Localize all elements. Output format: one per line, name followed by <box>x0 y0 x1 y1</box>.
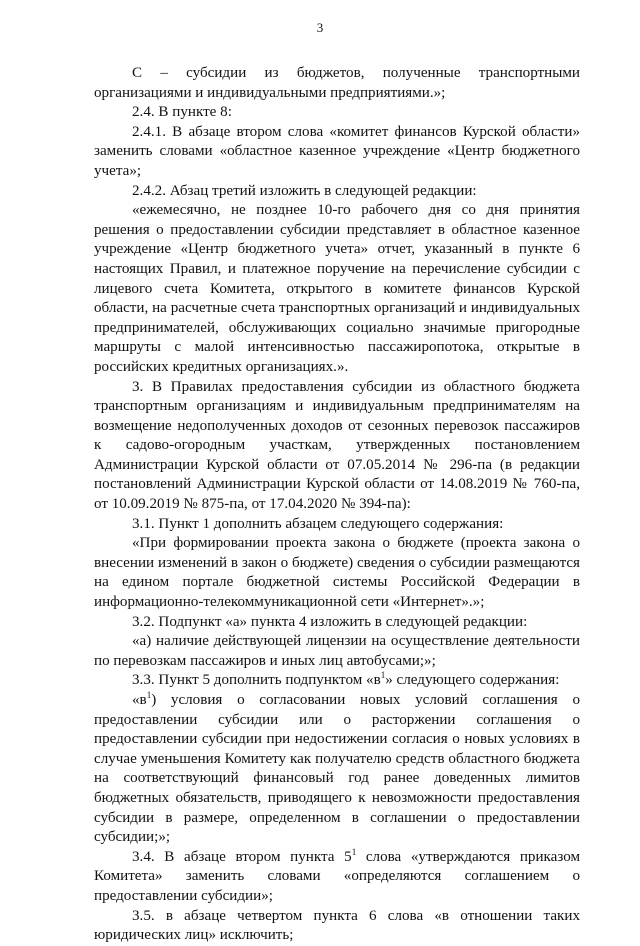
superscript: 1 <box>351 846 357 857</box>
paragraph-v1-part-b: ) условия о согласовании новых условий соглашения о предоставлении субсидии или о расторжении соглашения о предоставлении субсидии при недостижении согласия о новых условиях в случае уменьшения Комитету как получателю средств областного бюджета на соответствующий финансовый год ранее доведенных лимитов бюджетных обязательств, приводящего к невозможности предоставления субсидии в размере, определенном в соглашении о предоставлении субсидии;»; <box>94 692 580 846</box>
paragraph-3-1: 3.1. Пункт 1 дополнить абзацем следующего содержания: <box>132 515 504 532</box>
paragraph-quoted-monthly: «ежемесячно, не позднее 10-го рабочего дня со дня принятия решения о предоставлении субсидии представляет в областное казенное учреждение «Центр бюджетного учета» отчет, указанный в пункте 6 настоящих Правил, и платежное поручение на перечисление субсидии с лицевого счета Комитета, открытого в комитете финансов Курской области, на расчетные счета транспортных организаций и индивидуальных предпринимателей, обслуживающих социально значимые пригородные маршруты с малой интенсивностью пассажиропотока, открытые в российских кредитных организациях.». <box>94 202 580 375</box>
page-number: 3 <box>316 20 324 35</box>
paragraph-3-4 <box>94 848 580 907</box>
paragraph-2-4-1: 2.4.1. В абзаце втором слова «комитет финансов Курской области» заменить словами «областное казенное учреждение «Центр бюджетного учета»; <box>94 123 580 179</box>
paragraph-3: 3. В Правилах предоставления субсидии из областного бюджета транспортным организациям и индивидуальным предпринимателям на возмещение недополученных доходов от сезонных перевозок пассажиров к садово-огородным участкам, утвержденных постановлением Администрации Курской области от 07.05.2014 № 296-па (в редакции постановлений Администрации Курской области от 14.08.2019 № 760-па, от 10.09.2019 № 875-па, от 17.04.2020 № 394-па): <box>94 378 580 513</box>
superscript: 1 <box>380 670 386 681</box>
paragraph-2-4: 2.4. В пункте 8: <box>132 104 232 121</box>
paragraph-quoted-license: «а) наличие действующей лицензии на осуществление деятельности по перевозкам пассажиров и иных лиц автобусами;»; <box>94 633 580 669</box>
paragraph-definition-c: С – субсидии из бюджетов, полученные транспортными организациями и индивидуальными предприятиями.»; <box>94 65 580 101</box>
paragraph-quoted-budget-law: «При формировании проекта закона о бюджете (проекта закона о внесении изменений в закон о бюджете) сведения о субсидии размещаются на едином портале бюджетной системы Российской Федерации в информационно-телекоммуникационной сети «Интернет».»; <box>94 535 580 611</box>
superscript: 1 <box>146 689 152 700</box>
paragraph-3-5: 3.5. в абзаце четвертом пункта 6 слова «в отношении таких юридических лиц» исключить; <box>94 907 580 944</box>
paragraph-3-3-part-b: » следующего содержания: <box>385 672 560 689</box>
paragraph-3-4-part-b: слова «утверждаются приказом Комитета» заменить словами «определяются соглашением о предоставлении субсидии»; <box>94 848 581 904</box>
paragraph-2-4-2: 2.4.2. Абзац третий изложить в следующей редакции: <box>132 182 477 199</box>
paragraph-v1-part-a: «в <box>132 692 147 708</box>
paragraph-3-3-part-a: 3.3. Пункт 5 дополнить подпунктом «в <box>132 672 381 689</box>
paragraph-quoted-v1 <box>94 691 580 848</box>
document-body <box>94 64 580 946</box>
paragraph-3-3 <box>94 671 580 691</box>
paragraph-3-2: 3.2. Подпункт «а» пункта 4 изложить в следующей редакции: <box>132 613 528 630</box>
paragraph-3-4-part-a: 3.4. В абзаце втором пункта 5 <box>132 848 352 865</box>
